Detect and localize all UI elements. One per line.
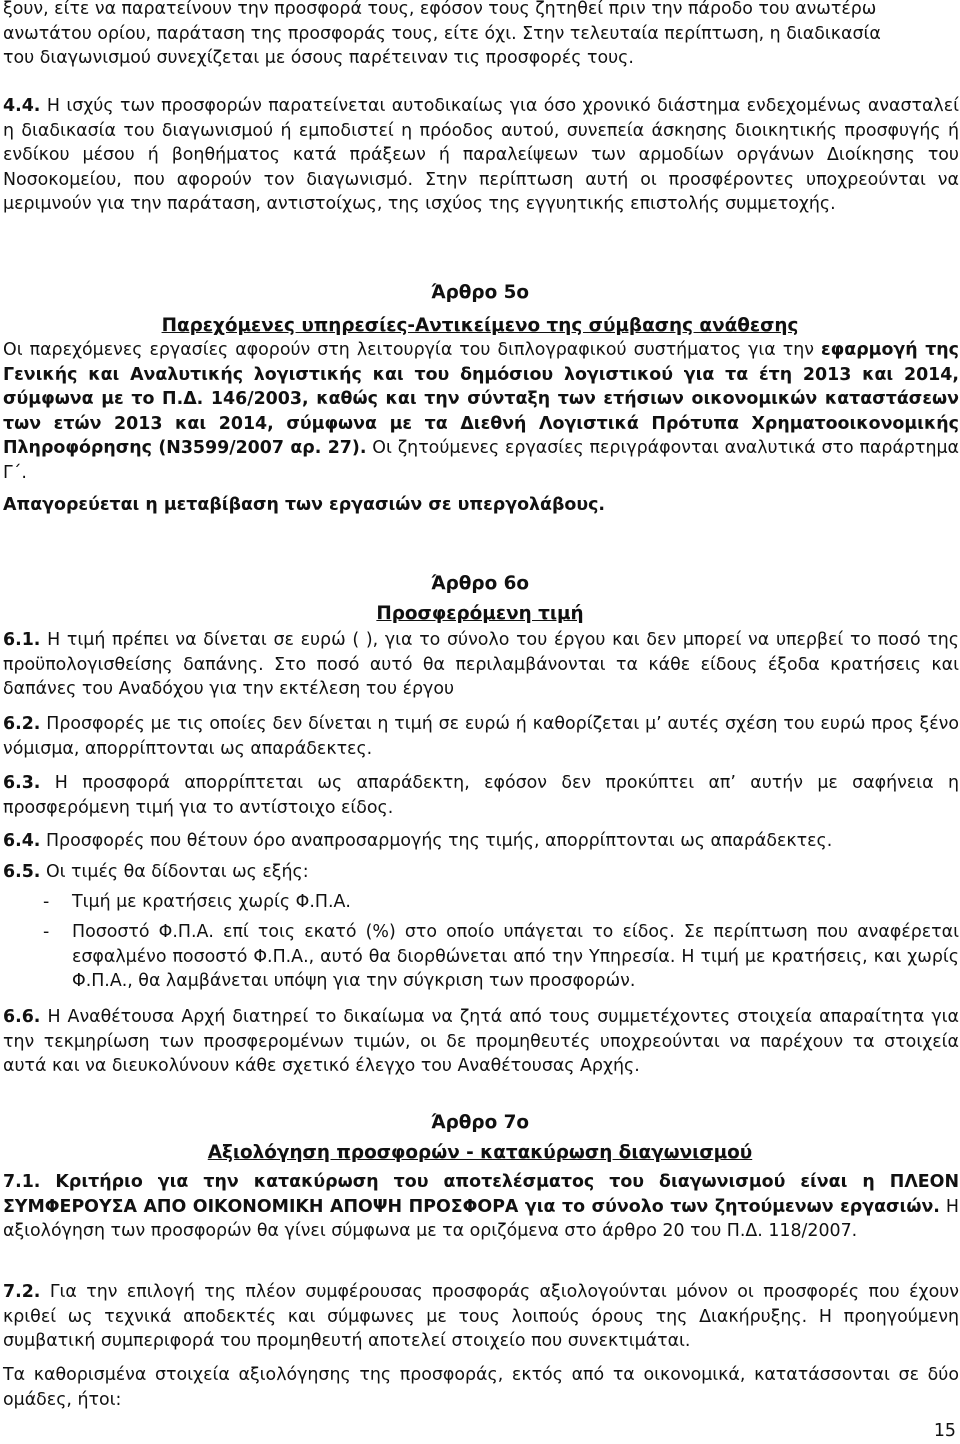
paragraph-6-1	[3, 628, 959, 702]
clause-number: 6.4.	[3, 831, 41, 851]
clause-number: 6.1.	[3, 630, 41, 650]
clause-text: Η τιμή πρέπει να δίνεται σε ευρώ ( ), για το σύνολο του έργου και δεν μπορεί να υπερβεί το ποσό της προϋπολογισθείσης δαπάνης. Στο ποσό αυτό θα περιλαμβάνονται τα κάθε είδους έξοδα κρατήσεις και δαπάνες του Αναδόχου για την εκτέλεση του έργου	[3, 630, 959, 700]
article-7-subtitle: Αξιολόγηση προσφορών - κατακύρωση διαγωνισμού	[207, 1142, 753, 1163]
clause-text: Η αξιολόγηση των προσφορών θα γίνει σύμφωνα με τα οριζόμενα στο άρθρο 20 του Π.Δ. 118/2007.	[3, 1196, 959, 1242]
clause-number: 6.6.	[3, 1007, 41, 1027]
article-5-bold-text: εφαρμογή της Γενικής και Αναλυτικής λογιστικής και του δημόσιου λογιστικού για τα έτη 2013 και 2014, σύμφωνα με το Π.Δ. 146/2003, καθώς και την σύνταξη των ετήσιων οικονομικών καταστάσεων των ετών 2013 και 2014, σύμφωνα με τα Διεθνή Λογιστικά Πρότυπα Χρηματοοικονομικής Πληροφόρησης (Ν3599/2007 αρ. 27).	[3, 340, 959, 459]
intro-line-2: ανωτάτου ορίου, παράταση της προσφοράς τους, είτε όχι. Στην τελευταία περίπτωση, η διαδικασία	[3, 23, 881, 44]
clause-text: Η ισχύς των προσφορών παρατείνεται αυτοδικαίως για όσο χρονικό διάστημα ενδεχομένως ανασταλεί η διαδικασία του διαγωνισμού ή εμποδιστεί η πρόοδος αυτού, συνεπεία άσκησης διοικητικής προσφυγής ή ενδίκου μέσου ή βοηθήματος κατά πράξεων ή παραλείψεων των αρμοδίων οργάνων Διοίκησης του Νοσοκομείου, που αφορούν τον διαγωνισμό. Στην περίπτωση αυτή οι προσφέροντες υποχρεούνται να μεριμνούν για την παράταση, αντιστοίχως, της ισχύος της εγγυητικής επιστολής συμμετοχής.	[3, 96, 959, 215]
article-6-title: Άρθρο 6ο	[430, 573, 530, 594]
clause-text: Η προσφορά απορρίπτεται ως απαράδεκτη, εφόσον δεν προκύπτει απ’ αυτήν με σαφήνεια η προσφερόμενη τιμή για το αντίστοιχο είδος.	[3, 773, 959, 818]
subcontract-prohibition: Απαγορεύεται η μεταβίβαση των εργασιών σε υπεργολάβους.	[3, 495, 606, 515]
clause-number: 7.2.	[3, 1282, 41, 1302]
clause-number: 6.5.	[3, 862, 41, 882]
paragraph-6-6	[3, 1005, 959, 1079]
list-dash: -	[43, 892, 50, 912]
paragraph-4-4	[3, 94, 959, 217]
paragraph-7-1	[3, 1170, 959, 1244]
intro-line-1: ξουν, είτε να παρατείνουν την προσφορά τους, εφόσον τους ζητηθεί πριν την πάροδο του ανωτέρω	[3, 0, 877, 19]
article-6-subtitle: Προσφερόμενη τιμή	[376, 603, 584, 624]
article-5-text-2: Οι ζητούμενες εργασίες περιγράφονται αναλυτικά στο παράρτημα Γ΄.	[3, 438, 959, 483]
clause-number: 6.2.	[3, 714, 41, 734]
paragraph-6-5	[3, 860, 959, 885]
clause-bold-text: Κριτήριο για την κατακύρωση του αποτελέσματος του διαγωνισμού είναι η ΠΛΕΟΝ ΣΥΜΦΕΡΟΥΣΑ ΑΠΟ ΟΙΚΟΝΟΜΙΚΗ ΑΠΟΨΗ ΠΡΟΣΦΟΡΑ για το σύνολο των ζητούμενων εργασιών.	[3, 1172, 959, 1217]
intro-paragraph	[3, 0, 959, 71]
clause-text: Η Αναθέτουσα Αρχή διατηρεί το δικαίωμα να ζητά από τους συμμετέχοντες στοιχεία απαραίτητα για την τεκμηρίωση των προσφερομένων τιμών, οι δε προμηθευτές υποχρεούνται να παρέχουν τα στοιχεία αυτά και να διευκολύνουν κάθε σχετικό έλεγχο του Αναθέτουσας Αρχής.	[3, 1007, 959, 1077]
paragraph-7-2	[3, 1280, 959, 1354]
paragraph-6-4	[3, 829, 959, 854]
list-item-text: Ποσοστό Φ.Π.Α. επί τοις εκατό (%) στο οποίο υπάγεται το είδος. Σε περίπτωση που αναφέρεται εσφαλμένο ποσοστό Φ.Π.Α., αυτό θα διορθώνεται από την Υπηρεσία. Η τιμή με κρατήσεις, και χωρίς Φ.Π.Α., θα λαμβάνεται υπόψη για την σύγκριση των προσφορών.	[72, 922, 959, 992]
clause-number: 6.3.	[3, 773, 41, 793]
article-5-title: Άρθρο 5ο	[430, 282, 530, 303]
list-item-text: Τιμή με κρατήσεις χωρίς Φ.Π.Α.	[72, 892, 351, 912]
paragraph-6-2	[3, 712, 959, 761]
clause-text: Προσφορές με τις οποίες δεν δίνεται η τιμή σε ευρώ ή καθορίζεται μ’ αυτές σχέση του ευρώ προς ξένο νόμισμα, απορρίπτονται ως απαράδεκτες.	[3, 714, 959, 759]
paragraph-7-3: Τα καθορισμένα στοιχεία αξιολόγησης της προσφοράς, εκτός από τα οικονομικά, κατατάσσονται σε δύο ομάδες, ήτοι:	[3, 1365, 959, 1410]
clause-number: 7.1.	[3, 1172, 41, 1192]
intro-line-3: του διαγωνισμού συνεχίζεται με όσους παρέτειναν τις προσφορές τους.	[3, 48, 634, 69]
page-number: 15	[933, 1421, 956, 1441]
article-5-subtitle: Παρεχόμενες υπηρεσίες-Αντικείμενο της σύμβασης ανάθεσης	[161, 315, 799, 336]
article-5-text: Οι παρεχόμενες εργασίες αφορούν στη λειτουργία του διπλογραφικού συστήματος για την	[3, 340, 821, 360]
paragraph-6-3	[3, 771, 959, 820]
article-5-body	[3, 338, 959, 486]
clause-text: Οι τιμές θα δίδονται ως εξής:	[40, 862, 309, 882]
clause-text: Προσφορές που θέτουν όρο αναπροσαρμογής της τιμής, απορρίπτονται ως απαράδεκτες.	[40, 831, 833, 851]
article-7-title: Άρθρο 7ο	[430, 1112, 530, 1133]
list-dash: -	[43, 922, 50, 942]
clause-text: Για την επιλογή της πλέον συμφέρουσας προσφοράς αξιολογούνται μόνον οι προσφορές που έχουν κριθεί ως τεχνικά αποδεκτές και σύμφωνες με τους λοιπούς όρους της Διακήρυξης. Η προηγούμενη συμβατική συμπεριφορά του προμηθευτή αποτελεί στοιχείο που συνεκτιμάται.	[3, 1282, 959, 1352]
clause-number: 4.4.	[3, 96, 41, 116]
